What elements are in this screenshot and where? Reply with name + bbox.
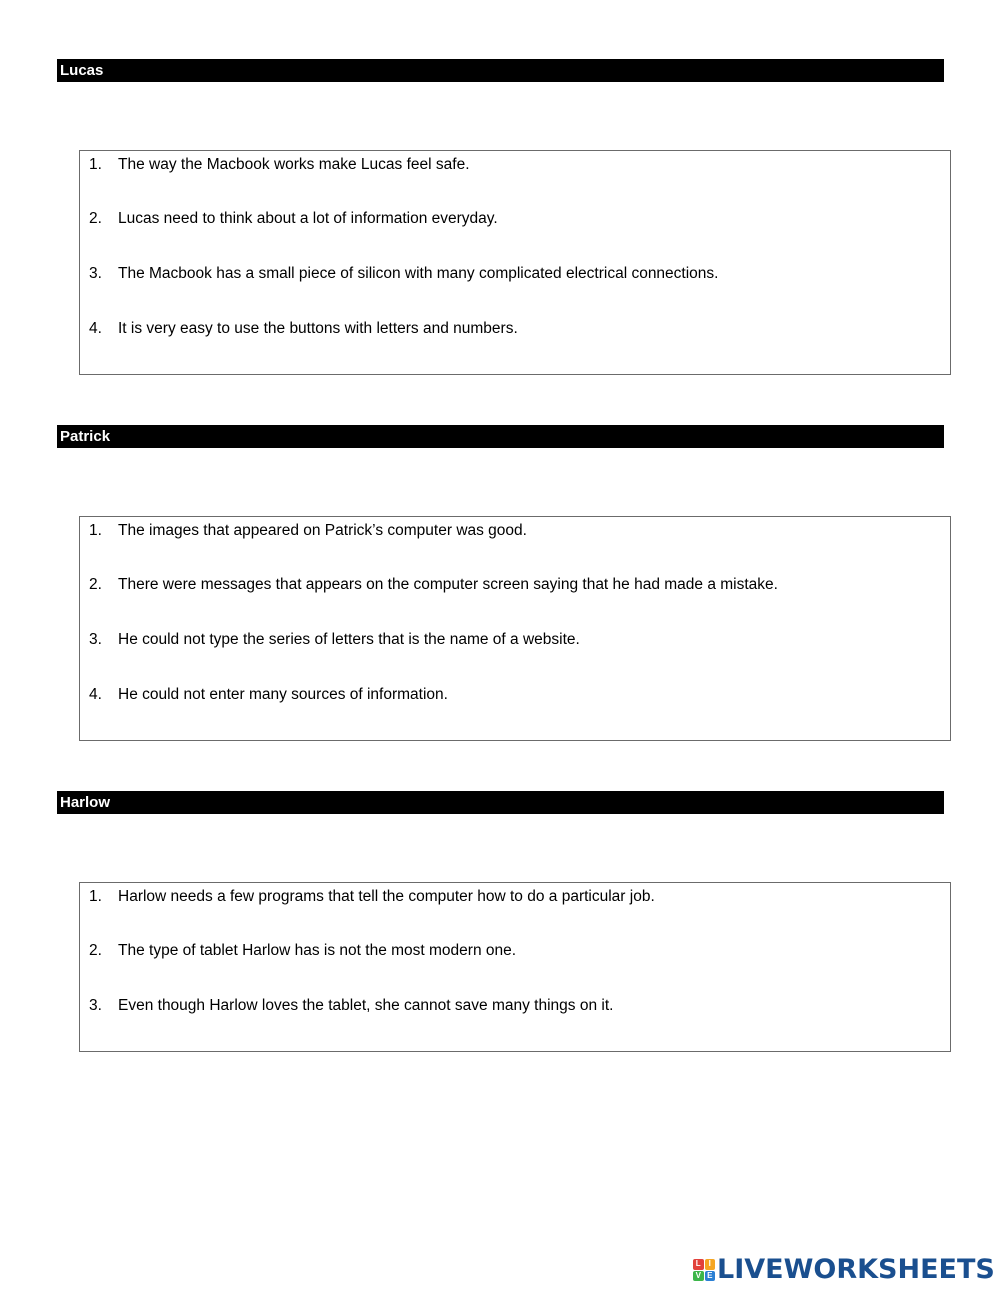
liveworksheets-logo-icon	[693, 1259, 715, 1281]
item-text: Even though Harlow loves the tablet, she cannot save many things on it.	[118, 997, 614, 1014]
statements-box-patrick	[79, 516, 951, 741]
list-item	[80, 886, 950, 908]
list-item	[80, 684, 950, 706]
list-item	[80, 208, 950, 230]
item-number: 4.	[89, 320, 102, 337]
list-item	[80, 263, 950, 285]
item-text: He could not enter many sources of information.	[118, 686, 448, 703]
section-header-harlow: Harlow	[57, 791, 944, 814]
item-number: 3.	[89, 997, 102, 1014]
item-number: 3.	[89, 265, 102, 282]
item-text: Harlow needs a few programs that tell the computer how to do a particular job.	[118, 888, 655, 905]
logo-icon-letter: E	[705, 1271, 716, 1282]
logo-icon-letter: L	[693, 1259, 704, 1270]
list-item	[80, 574, 950, 596]
list-item	[80, 629, 950, 651]
statements-box-harlow	[79, 882, 951, 1052]
item-number: 4.	[89, 686, 102, 703]
list-item	[80, 940, 950, 962]
logo-icon-letter: V	[693, 1271, 704, 1282]
item-number: 2.	[89, 576, 102, 593]
item-text: He could not type the series of letters that is the name of a website.	[118, 631, 580, 648]
item-text: It is very easy to use the buttons with letters and numbers.	[118, 320, 518, 337]
item-number: 1.	[89, 156, 102, 173]
statements-box-lucas	[79, 150, 951, 375]
item-text: The Macbook has a small piece of silicon with many complicated electrical connections.	[118, 265, 719, 282]
list-item	[80, 995, 950, 1017]
item-text: Lucas need to think about a lot of information everyday.	[118, 210, 498, 227]
item-text: The way the Macbook works make Lucas feel safe.	[118, 156, 470, 173]
logo-text: LIVEWORKSHEETS	[717, 1254, 995, 1285]
item-number: 1.	[89, 888, 102, 905]
item-text: The images that appeared on Patrick’s computer was good.	[118, 522, 527, 539]
item-text: There were messages that appears on the computer screen saying that he had made a mistake.	[118, 576, 778, 593]
section-header-patrick: Patrick	[57, 425, 944, 448]
item-number: 1.	[89, 522, 102, 539]
list-item	[80, 154, 950, 176]
item-number: 2.	[89, 210, 102, 227]
liveworksheets-logo	[693, 1256, 995, 1284]
item-number: 2.	[89, 942, 102, 959]
section-header-lucas: Lucas	[57, 59, 944, 82]
item-number: 3.	[89, 631, 102, 648]
logo-icon-letter: I	[705, 1259, 716, 1270]
list-item	[80, 318, 950, 340]
list-item	[80, 520, 950, 542]
item-text: The type of tablet Harlow has is not the most modern one.	[118, 942, 517, 959]
